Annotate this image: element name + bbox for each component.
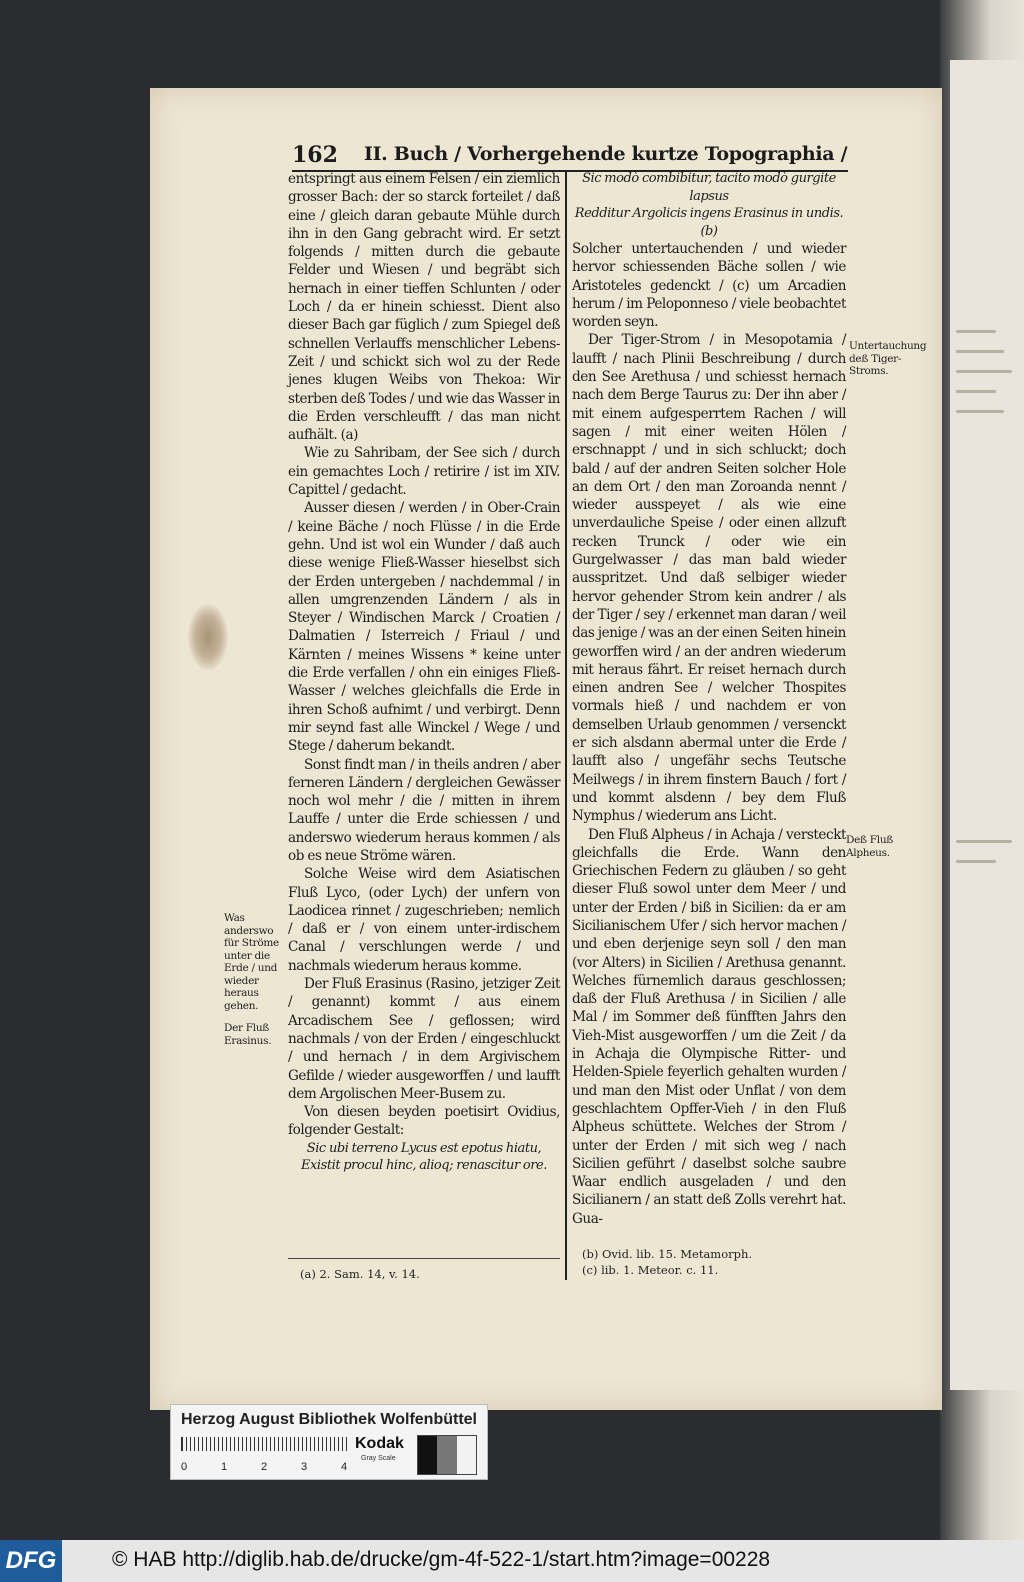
paragraph: Den Fluß Alpheus / in Achaja / versteckt gleichfalls die Erde. Wann den Griechischen Federn zu gläuben / so geht dieser Fluß sowol unter dem Meer / und unter der Erden / biß in Sicilien: da er am Sicilianischem Ufer / sich hervor machen / und eben derjenige seyn soll / den man (vor Alters) in Sicilien / Arethusa genannt. Welches fürnemlich daraus geschlossen; daß der Fluß Arethusa / in Sicilien / alle Mal / im Sommer deß fünfften Jahrs den Vieh-Mist ausgeworffen / um die Zeit / da in Achaja die Olympische Ritter- und Helden-Spiele feyerlich gehalten wurden / und man den Mist oder Unflat / von dem geschlachtem Opffer-Vieh / in den Fluß Alpheus schüttete. Welches der Strom / unter der Erden / mit sich weg / nach Sicilien geführt / daselbst solche saubre Waar endlich ausgeladen / und den Sicilianern / an statt deß Zolls verehrt hat. Gua- <box>572 826 846 1227</box>
right-text-column <box>572 170 846 1228</box>
latin-verse: Sic modò combibitur, tacito modò gurgite lapsus <box>582 171 836 204</box>
footer-bar <box>0 1540 1024 1582</box>
facing-page-text-line <box>956 370 1012 373</box>
gray-swatches <box>417 1435 477 1475</box>
marginal-note: Deß Fluß Alpheus. <box>846 834 894 859</box>
paragraph: Sonst findt man / in theils andren / aber ferneren Ländern / dergleichen Gewässer noch wol mehr / die / mitten in ihrem Lauffe / unter die Erde schiessen / und anderswo wiederum heraus kommen / als ob es neue Ströme wären. <box>288 756 560 864</box>
page-header <box>292 140 848 172</box>
ruler-number: 3 <box>301 1461 308 1473</box>
ruler-numbers <box>177 1461 357 1475</box>
ruler-number: 1 <box>221 1461 228 1473</box>
paper-stain <box>188 604 228 670</box>
swatch <box>437 1436 456 1474</box>
paragraph: Der Tiger-Strom / in Mesopotamia / laufft / nach Plinii Beschreibung / durch den See Arethusa / und schiesst hernach nach dem Berge Taurus zu: Der ihn aber / mit einem aufgesperrtem Rachen / will sagen / mit einer weiten Hölen / erschnappt / und in sich schluckt; doch bald / auf der andren Seiten solcher Hole an dem Ort / den man Zoroanda nennt / wieder ausspeyet / als wie eine unverdauliche Speise / oder einen allzuft recken Trunck / oder wie ein Gurgelwasser / das man bald wieder ausspritzet. Und daß selbiger wieder hervor gehender Strom kein andrer / als der Tiger / sey / erkennet man daran / weil das jenige / was an der einen Seiten hinein geworffen wird / an der andren wiederum mit heraus fährt. Er reiset hernach durch einen andren See / welcher Thospites vormals hieß / und nachdem er von demselben Urlaub genommen / versenckt er sich alsdann abermal unter die Erde / laufft also / ungefähr sechs Teutsche Meilwegs / in ihrem finstern Bauch / fort / und kommt alsdenn / bey dem Fluß Nymphus / wiederum ans Licht. <box>572 332 846 825</box>
color-calibration-card <box>170 1404 488 1480</box>
latin-verse: Existit procul hinc, alioq; renascitur ore. <box>301 1158 547 1174</box>
ruler-number: 0 <box>181 1461 188 1473</box>
footnote: (b) Ovid. lib. 15. Metamorph. <box>582 1247 753 1261</box>
kodak-logo: Kodak <box>355 1435 404 1452</box>
swatch <box>457 1436 476 1474</box>
paragraph: Solche Weise wird dem Asiatischen Fluß Lyco, (oder Lych) der unfern von Laodicea rinnet / zugeschrieben; nemlich / daß er / von einem unter-irdischem Canal / verschlungen werde / und nachmals wiederum heraus komme. <box>288 866 560 974</box>
ruler-number: 4 <box>341 1461 348 1473</box>
footnote: (a) 2. Sam. 14, v. 14. <box>300 1267 420 1281</box>
latin-verse: Sic ubi terreno Lycus est epotus hiatu, <box>306 1140 542 1156</box>
paragraph: Wie zu Sahribam, der See sich / durch ein gemachtes Loch / retirire / ist im XIV. Capittel / gedacht. <box>288 445 560 499</box>
swatch <box>418 1436 437 1474</box>
marginal-note: Was anderswo für Ströme unter die Erde / und wieder heraus gehen. <box>224 912 279 1012</box>
dfg-logo: DFG <box>0 1540 62 1582</box>
paragraph: Der Fluß Erasinus (Rasino, jetziger Zeit / genannt) kommt / aus einem Arcadischem See / geflossen; wird nachmals / von der Erden / eingeschluckt / und hernach / in dem Argivischem Gefilde / wieder ausgeworffen / und laufft dem Argolischen Meer-Busem zu. <box>288 976 560 1102</box>
footnotes-right <box>582 1246 752 1278</box>
grayscale-label: Gray Scale <box>361 1455 396 1462</box>
paragraph: Solcher untertauchenden / und wieder hervor schiessenden Bäche sollen / wie Aristoteles gedenckt / (c) um Arcadien herum / im Peloponneso / viele beobachtet worden seyn. <box>572 241 846 331</box>
facing-page-text-line <box>956 840 1012 843</box>
facing-page-text-line <box>956 410 1004 413</box>
paragraph: Von diesen beyden poetisirt Ovidius, folgender Gestalt: <box>288 1104 560 1139</box>
marginal-note: Untertauchung deß Tiger-Stroms. <box>849 340 927 377</box>
marginal-note: Der Fluß Erasinus. <box>224 1022 272 1047</box>
latin-verse: Redditur Argolicis ingens Erasinus in undis. (b) <box>574 206 844 239</box>
library-name: Herzog August Bibliothek Wolfenbüttel <box>181 1411 477 1428</box>
footnote: (c) lib. 1. Meteor. c. 11. <box>582 1263 719 1277</box>
ruler-number: 2 <box>261 1461 268 1473</box>
footnote-rule <box>288 1258 560 1259</box>
facing-page <box>950 60 1024 1390</box>
paragraph: entspringt aus einem Felsen / ein ziemlich grosser Bach: der so starck forteilet / daß eine / gleich daran gebaute Mühle durch ihn in den Gang gebracht wird. Er setzt folgends / mitten durch die gebaute Felder und Wiesen / und begräbt sich hernach in einer tieffen Schlunten / oder Loch / da er hinein schiesst. Dient also dieser Bach gar füglich / zum Spiegel deß schnellen Verlauffs menschlicher Lebens-Zeit / und schickt sich wol zu der Rede jenes klugen Weibs von Thekoa: Wir sterben deß Todes / und wie das Wasser in die Erden verschleufft / das man nicht aufhält. (a) <box>288 171 560 444</box>
left-text-column <box>288 170 560 1175</box>
facing-page-text-line <box>956 350 1004 353</box>
paragraph: Ausser diesen / werden / in Ober-Crain / keine Bäche / noch Flüsse / in die Erde gehn. Und ist wol ein Wunder / daß auch diese wenige Fließ-Wasser hieselbst sich der Erden untergeben / nachdemmal / in allen umgrenzenden Ländern / als in Steyer / Windischen Marck / Croatien / Dalmatien / Isterreich / Friaul / und Kärnten / meines Wissens * keine unter die Erde verfallen / ohn ein einiges Fließ-Wasser / welches gleichfalls die Erde in ihren Schoß aufnimt / und verbirgt. Denn mir seynd fast alle Winckel / Wege / und Stege / daherum bekandt. <box>288 500 560 755</box>
running-head: II. Buch / Vorhergehende kurtze Topographia / <box>364 143 848 165</box>
page-number: 162 <box>292 142 338 168</box>
column-divider <box>565 172 567 1280</box>
scale-ruler <box>181 1437 347 1460</box>
source-credit-link[interactable]: © HAB http://diglib.hab.de/drucke/gm-4f-522-1/start.htm?image=00228 <box>112 1548 771 1571</box>
facing-page-text-line <box>956 860 996 863</box>
facing-page-text-line <box>956 330 996 333</box>
facing-page-text-line <box>956 390 996 393</box>
